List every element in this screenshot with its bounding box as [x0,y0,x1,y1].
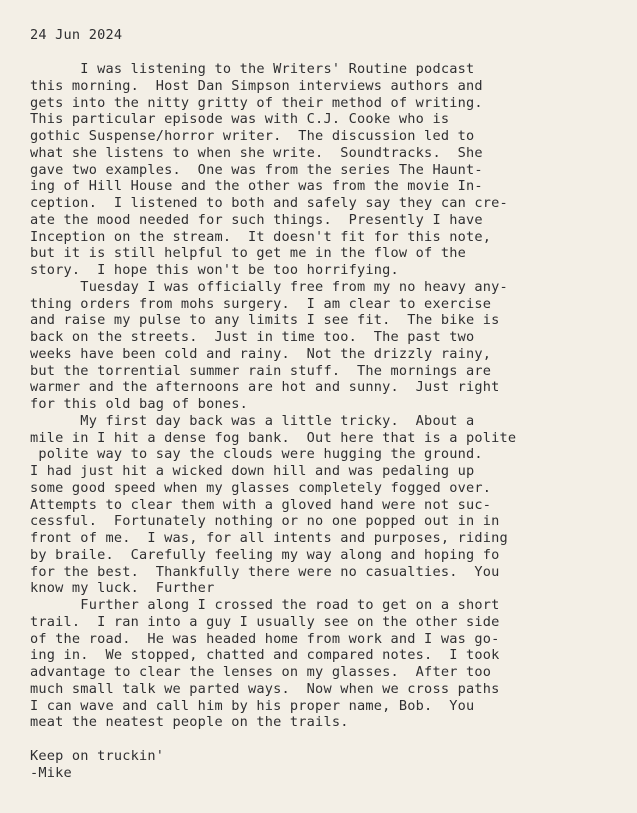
body-line: gets into the nitty gritty of their method of writing. [30,94,483,111]
body-line: gave two examples. One was from the series The Haunt- [30,161,483,178]
body-line: of the road. He was headed home from work and I was go- [30,630,500,647]
body-line: mile in I hit a dense fog bank. Out here that is a polite [30,429,517,446]
body-line: know my luck. Further [30,580,215,597]
letter-closing-block [30,748,620,782]
body-line: This particular episode was with C.J. Cooke who is [30,111,450,128]
body-line: for the best. Thankfully there were no casualties. You [30,563,500,580]
letter [30,27,620,782]
body-line: trail. I ran into a guy I usually see on the other side [30,613,500,630]
body-line: weeks have been cold and rainy. Not the drizzly rainy, [30,345,492,362]
body-line: I had just hit a wicked down hill and was pedaling up [30,463,475,479]
body-line: and raise my pulse to any limits I see fit. The bike is [30,312,500,329]
signature: -Mike [30,764,72,781]
body-line: gothic Suspense/horror writer. The discussion led to [30,128,475,144]
body-line: ate the mood needed for such things. Presently I have [30,211,483,228]
body-line: cessful. Fortunately nothing or no one popped out in in [30,513,500,530]
body-line: Tuesday I was officially free from my no heavy any- [30,278,508,295]
body-line: by braile. Carefully feeling my way along and hoping fo [30,546,500,563]
body-line: front of me. I was, for all intents and purposes, riding [30,530,508,546]
body-line: polite way to say the clouds were hugging the ground. [30,446,483,463]
body-line: but it is still helpful to get me in the flow of the [30,245,466,262]
body-line: much small talk we parted ways. Now when we cross paths [30,680,500,697]
body-line: My first day back was a little tricky. About a [30,412,475,429]
body-line: some good speed when my glasses completely fogged over. [30,479,492,496]
body-line: thing orders from mohs surgery. I am clear to exercise [30,295,492,312]
body-line: meat the neatest people on the trails. [30,714,349,731]
body-line: advantage to clear the lenses on my glasses. After too [30,664,492,680]
body-line: back on the streets. Just in time too. The past two [30,329,475,345]
body-line: but the torrential summer rain stuff. The mornings are [30,362,492,379]
body-line: this morning. Host Dan Simpson interviews authors and [30,77,483,94]
letter-date: 24 Jun 2024 [30,27,123,43]
body-line: for this old bag of bones. [30,396,248,412]
body-line: I was listening to the Writers' Routine podcast [30,61,475,77]
spacer [30,731,620,748]
body-line: warmer and the afternoons are hot and sunny. Just right [30,379,500,396]
body-line: I can wave and call him by his proper name, Bob. You [30,697,475,714]
body-line: ception. I listened to both and safely say they can cre- [30,195,508,211]
body-line: ing in. We stopped, chatted and compared notes. I took [30,647,500,664]
body-line: Attempts to clear them with a gloved hand were not suc- [30,496,492,513]
closing-line: Keep on truckin' [30,747,165,764]
body-line: what she listens to when she write. Soundtracks. She [30,144,483,161]
body-line: ing of Hill House and the other was from the movie In- [30,178,483,195]
body-line: story. I hope this won't be too horrifying. [30,262,399,278]
body-line: Further along I crossed the road to get on a short [30,597,500,613]
body-line: Inception on the stream. It doesn't fit for this note, [30,228,492,245]
letter-body [30,61,620,731]
